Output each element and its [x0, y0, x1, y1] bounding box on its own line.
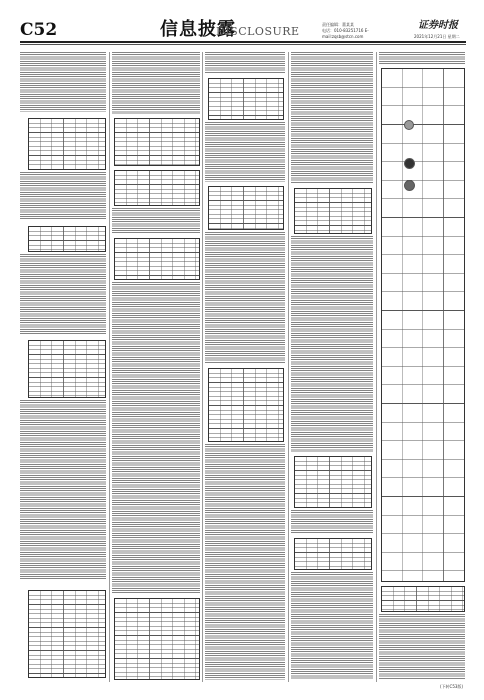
data-table [208, 368, 284, 442]
data-table [294, 538, 372, 570]
text-block [291, 572, 373, 680]
contact-line: 电话：010-83251716 E-mail:zqsb@stcn.com [322, 28, 369, 39]
continued-note: (下转C53版) [440, 684, 464, 689]
data-table [28, 340, 106, 398]
section-title: 信息披露 [160, 19, 236, 40]
data-table [114, 238, 200, 280]
signature-table [381, 68, 465, 582]
masthead-rule-thin [20, 44, 466, 45]
issue-date: 2021年12月21日 星期二 [414, 34, 460, 39]
text-block [205, 444, 285, 680]
text-block [379, 52, 465, 64]
data-table [28, 226, 106, 252]
editor-line: 责任编辑：董某某 [322, 22, 354, 27]
data-table [28, 118, 106, 170]
editor-meta [322, 22, 404, 40]
text-block [291, 52, 373, 184]
text-block [20, 52, 106, 112]
text-block [20, 172, 106, 220]
data-table [114, 170, 200, 206]
text-block [112, 52, 200, 114]
column-divider [202, 52, 203, 682]
section-title-english: DISCLOSURE [216, 25, 300, 38]
data-table [208, 78, 284, 120]
seal-stamp [404, 158, 415, 169]
text-block [20, 254, 106, 334]
text-block [205, 232, 285, 364]
masthead-rule [20, 41, 466, 43]
text-block [205, 122, 285, 182]
data-table [294, 188, 372, 234]
data-table [114, 118, 200, 166]
data-table [28, 590, 106, 678]
column-divider [376, 52, 377, 682]
data-table [208, 186, 284, 230]
text-block [205, 52, 285, 74]
text-block [112, 282, 200, 594]
masthead-logo: 证券时报 [418, 20, 458, 31]
text-block [112, 208, 200, 234]
text-block [291, 510, 373, 534]
seal-stamp [404, 180, 415, 191]
text-block [20, 400, 106, 580]
data-table [114, 598, 200, 680]
text-block [291, 236, 373, 452]
data-table [294, 456, 372, 508]
page-number: C52 [20, 20, 58, 40]
column-divider [288, 52, 289, 682]
text-block [379, 614, 465, 680]
masthead [0, 0, 484, 44]
data-table [381, 586, 465, 612]
column-divider [109, 52, 110, 682]
seal-stamp [404, 120, 414, 130]
